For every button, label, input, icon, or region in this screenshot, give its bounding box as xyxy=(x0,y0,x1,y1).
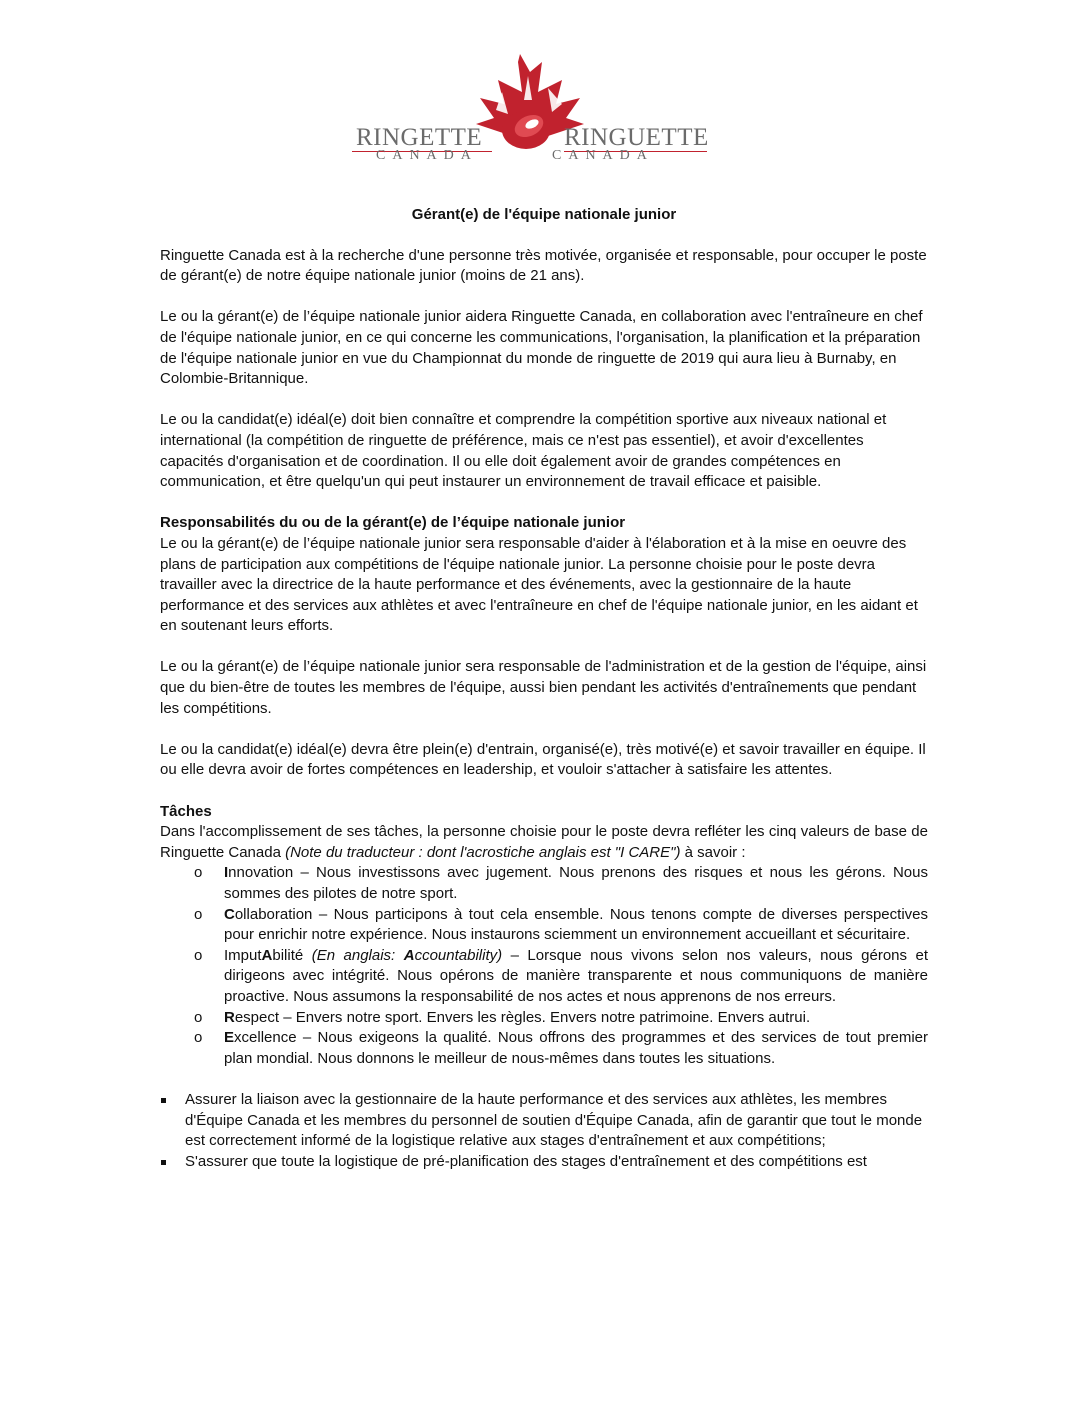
list-item: o Respect – Envers notre sport. Envers les règles. Envers notre patrimoine. Envers autrui. xyxy=(160,1008,928,1029)
intro-paragraph: Le ou la candidat(e) idéal(e) doit bien connaître et comprendre la compétition sportive aux niveaux national et international (la compétition de ringuette de préférence, mais ce n'est pas essentiel), et avoir d'excellentes capacités d'organisation et de coordination. Il ou elle doit également avoir de grandes compétences en communication, et être quelqu'un qui peut instaurer un environnement de travail efficace et paisible. xyxy=(160,411,887,491)
square-bullet-icon xyxy=(161,1160,166,1165)
logo-word-ringuette: RINGUETTE xyxy=(564,124,709,151)
logo-word-ringette: RINGETTE xyxy=(356,124,483,151)
tasks-intro: Dans l'accomplissement de ses tâches, la personne choisie pour le poste devra refléter les cinq valeurs de base de Ringuette Canada (Note du traducteur : dont l'acrostiche anglais est "I CARE") à savoir : xyxy=(160,823,928,861)
responsibilities-paragraph: Le ou la candidat(e) idéal(e) devra être plein(e) d'entrain, organisé(e), très motivé(e) et savoir travailler en équipe. Il ou elle devra avoir de fortes compétences en leadership, et vouloir s'attacher à satisfaire les attentes. xyxy=(160,740,926,779)
list-item: Assurer la liaison avec la gestionnaire de la haute performance et des services aux athlètes, les membres d'Équipe Canada et les membres du personnel de soutien d'Équipe Canada, afin de garantir que tout le monde est correctement informé de la logistique relative aux stages d'entraînement et aux compétitions; xyxy=(160,1090,928,1152)
responsibilities-paragraph: Le ou la gérant(e) de l’équipe nationale junior sera responsable de l'administration et de la gestion de l'équipe, ainsi que du bien-être de toutes les membres de l'équipe, aussi bien pendant les activités d'entraînements que pendant les compétitions. xyxy=(160,658,927,717)
logo-sub-canada-right: CANADA xyxy=(552,148,654,163)
list-item: o ImputAbilité (En anglais: Accountability) – Lorsque nous vivons selon nos valeurs, nous gérons et dirigeons avec intégrité. Nous opérons de manière transparente et nous communiquons de manière proactive. Nous assumons la responsabilité de nos actes et nous apprenons de nos erreurs. xyxy=(194,946,929,1005)
translator-note: (Note du traducteur : dont l'acrostiche anglais est "I CARE") xyxy=(285,843,681,861)
list-item: o Collaboration – Nous participons à tout cela ensemble. Nous tenons compte de diverses perspectives pour enrichir notre expérience. Nous instaurons sciemment un environnement accueillant et sécuritaire. xyxy=(194,905,928,944)
list-marker: o xyxy=(194,905,203,923)
responsibilities-paragraph: Le ou la gérant(e) de l’équipe nationale junior sera responsable d'aider à l'élaboration et à la mise en oeuvre des plans de participation aux compétitions de l'équipe nationale junior. La personne choisie pour le poste devra travailler avec la directrice de la haute performance et des événements, avec la gestionnaire de la haute performance et des services aux athlètes et avec l'entraîneure en chef de l'équipe nationale junior, en les aidant et en soutenant leurs efforts. xyxy=(160,534,918,635)
responsibilities-heading: Responsabilités du ou de la gérant(e) de l’équipe nationale junior xyxy=(160,514,626,532)
duties-list xyxy=(160,1090,928,1172)
logo-sub-canada-left: CANADA xyxy=(376,148,478,163)
intro-paragraph: Ringuette Canada est à la recherche d'une personne très motivée, organisée et responsable, pour occuper le poste de gérant(e) de notre équipe nationale junior (moins de 21 ans). xyxy=(160,246,927,285)
ringette-canada-logo xyxy=(352,52,707,170)
square-bullet-icon xyxy=(161,1098,166,1103)
list-item: o Innovation – Nous investissons avec jugement. Nous prenons des risques et nous les gérons. Nous sommes des pilotes de notre sport. xyxy=(194,864,928,902)
document-body xyxy=(160,205,928,1172)
list-item: o Excellence – Nous exigeons la qualité. Nous offrons des programmes et des services de tout premier plan mondial. Nous donnons le meilleur de nous-mêmes dans toutes les situations. xyxy=(194,1029,928,1067)
intro-paragraph: Le ou la gérant(e) de l’équipe nationale junior aidera Ringuette Canada, en collaboration avec l'entraîneure en chef de l'équipe nationale junior, en ce qui concerne les communications, l'organisation, la planification et la préparation de l'équipe nationale junior en vue du Championnat du monde de ringuette de 2019 qui aura lieu à Burnaby, en Colombie-Britannique. xyxy=(160,308,923,388)
list-marker: o xyxy=(194,864,203,882)
list-marker: o xyxy=(194,1029,203,1047)
list-marker: o xyxy=(194,1008,203,1026)
list-marker: o xyxy=(194,946,203,964)
list-item: S'assurer que toute la logistique de pré-planification des stages d'entraînement et des compétitions est xyxy=(160,1152,928,1173)
document-title: Gérant(e) de l'équipe nationale junior xyxy=(411,206,677,223)
tasks-heading: Tâches xyxy=(160,802,212,820)
core-values-list xyxy=(160,863,928,1069)
